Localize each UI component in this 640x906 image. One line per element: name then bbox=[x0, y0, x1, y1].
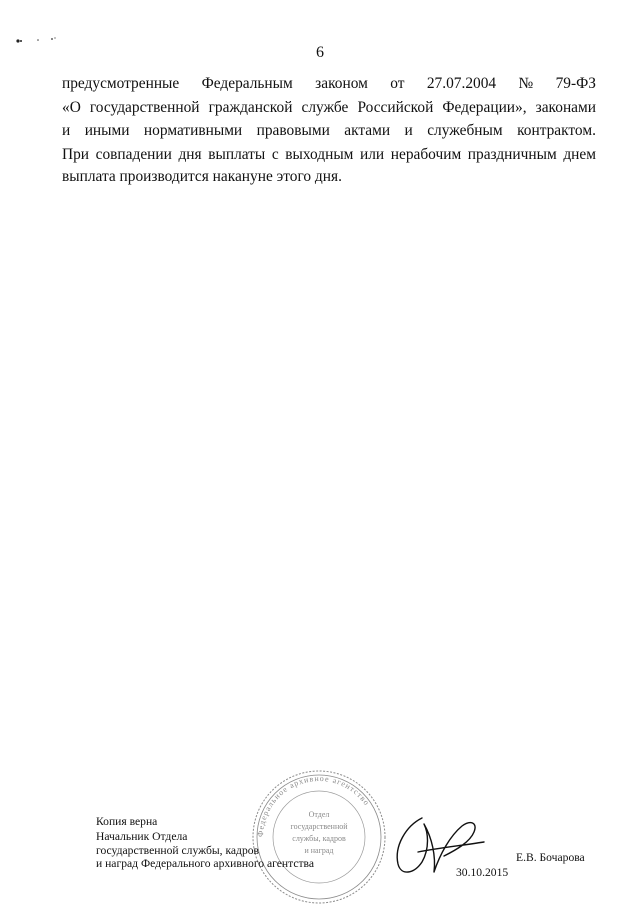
word: При bbox=[62, 146, 90, 163]
word: дня bbox=[178, 146, 202, 163]
word: службе bbox=[301, 99, 349, 116]
seal-ring-text: Федеральное архивное агентство bbox=[255, 773, 372, 838]
seal-center-line-3: службы, кадров bbox=[292, 834, 346, 843]
seal-center-line-1: Отдел bbox=[308, 810, 330, 819]
word: правовыми bbox=[256, 122, 330, 139]
signer-name: Е.В. Бочарова bbox=[516, 851, 585, 864]
word: служебным bbox=[427, 122, 503, 139]
law-number: 79-ФЗ bbox=[555, 75, 596, 92]
seal-center-line-2: государственной bbox=[290, 822, 348, 831]
word: нормативными bbox=[143, 122, 243, 139]
position-line-2: государственной службы, кадров bbox=[96, 844, 260, 857]
word: контрактом. bbox=[517, 122, 596, 139]
certification-date: 30.10.2015 bbox=[456, 866, 509, 879]
number-sign: № bbox=[518, 75, 534, 92]
word: иными bbox=[84, 122, 130, 139]
paragraph-line-5: выплата производится накануне этого дня. bbox=[62, 168, 342, 185]
word: праздничным bbox=[467, 146, 557, 163]
word: государственной bbox=[89, 99, 200, 116]
paragraph-line-1 bbox=[62, 75, 596, 93]
paragraph-line-4 bbox=[62, 146, 596, 164]
word: совпадении bbox=[95, 146, 172, 163]
law-date: 27.07.2004 bbox=[426, 75, 497, 92]
word: законами bbox=[535, 99, 596, 116]
word: днем bbox=[563, 146, 596, 163]
word: и bbox=[62, 122, 71, 139]
word: Федеральным bbox=[201, 75, 293, 92]
position-line-3: и наград Федерального архивного агентства bbox=[96, 857, 314, 870]
word: предусмотренные bbox=[62, 75, 180, 92]
word: законом bbox=[315, 75, 368, 92]
seal-center-line-4: и наград bbox=[304, 846, 334, 855]
word: выходным bbox=[285, 146, 354, 163]
word: «О bbox=[62, 99, 81, 116]
copy-verified-label: Копия верна bbox=[96, 815, 158, 828]
word: Российской bbox=[357, 99, 434, 116]
paragraph-line-3 bbox=[62, 122, 596, 140]
word: или bbox=[360, 146, 385, 163]
word: гражданской bbox=[208, 99, 293, 116]
word: от bbox=[390, 75, 405, 92]
word: актами bbox=[344, 122, 391, 139]
page-number: 6 bbox=[316, 44, 324, 61]
paragraph-line-2 bbox=[62, 99, 596, 117]
word: с bbox=[271, 146, 279, 163]
word: Федерации», bbox=[442, 99, 527, 116]
round-seal-stamp bbox=[250, 768, 388, 906]
word: и bbox=[404, 122, 413, 139]
word: нерабочим bbox=[390, 146, 462, 163]
position-line-1: Начальник Отдела bbox=[96, 830, 188, 843]
word: выплаты bbox=[208, 146, 266, 163]
